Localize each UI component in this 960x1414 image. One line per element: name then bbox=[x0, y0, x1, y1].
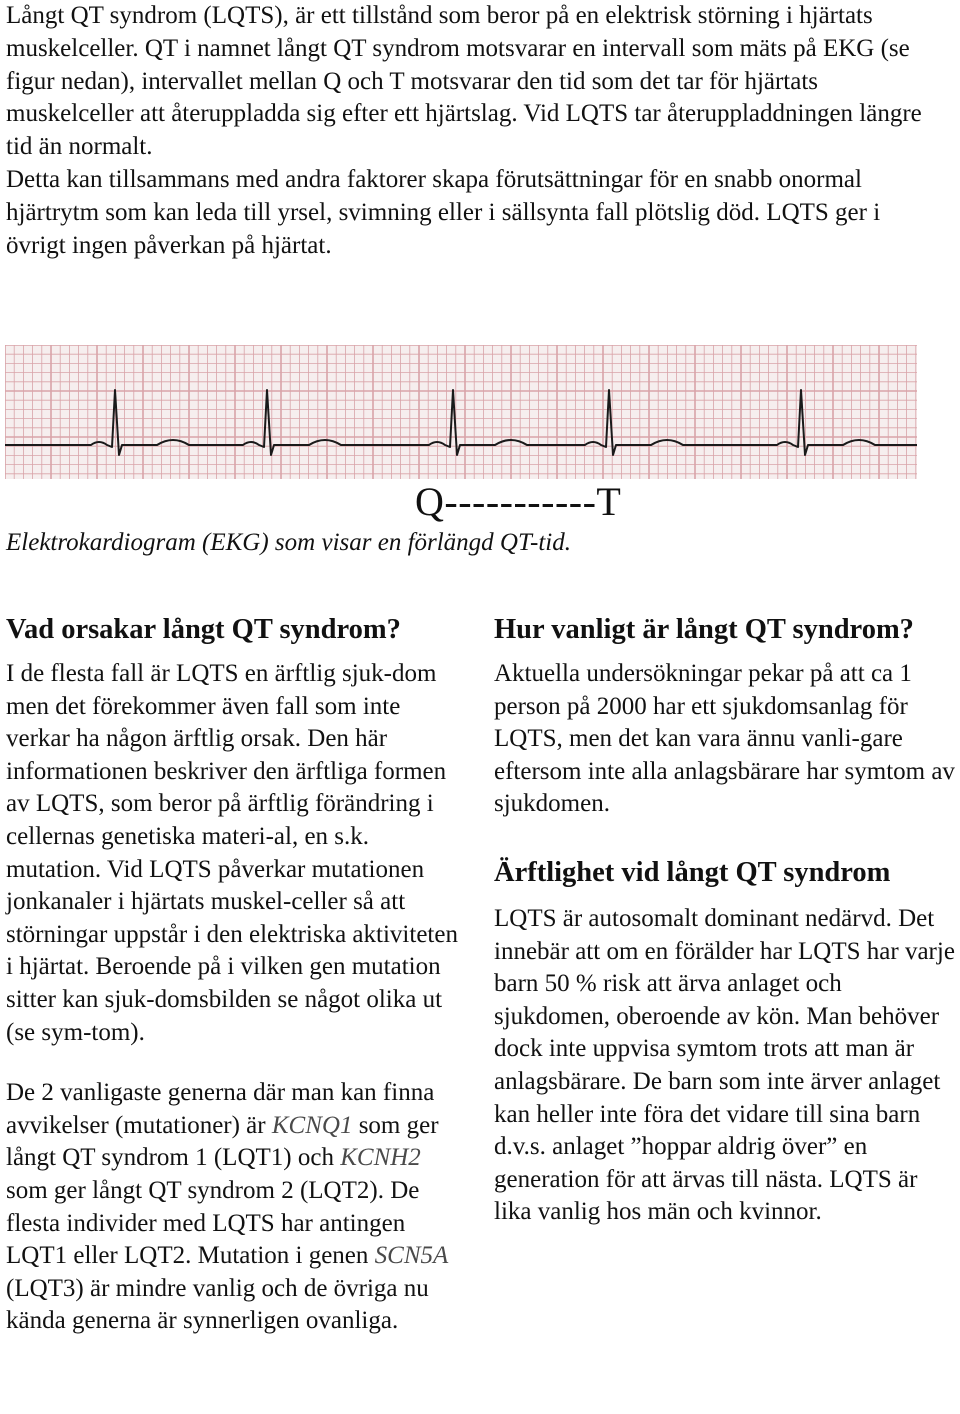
causes-paragraph-1: I de flesta fall är LQTS en ärftlig sjuk-dom men det förekommer även fall som inte verkar ha någon ärftlig orsak. Den här informationen beskriver den ärftliga formen av LQTS, som beror på ärftlig förändring i cellernas genetiska materi-al, en s.k. mutation. Vid LQTS påverkar mutationen jonkanaler i hjärtats muskel-celler så att störningar uppstår i den elektriska aktiviteten i hjärtat. Beroende på i vilken gen mutation sitter kan sjuk-domsbilden se något olika ut (se sym-tom). bbox=[6, 660, 458, 1046]
right-column bbox=[494, 610, 956, 1229]
heredity-paragraph: LQTS är autosomalt dominant nedärvd. Det innebär att om en förälder har LQTS har varje barn 50 % risk att ärva anlaget och sjukdomen, oberoende av kön. Man behöver dock inte uppvisa symtom trots att man är anlagsbärare. De barn som inte ärver anlaget kan heller inte föra det vidare till sina barn d.v.s. anlaget ”hoppar aldrig över” en generation för att ärvas till nästa. LQTS är lika vanlig hos män och kvinnor. bbox=[494, 904, 955, 1226]
gene-scn5a: SCN5A bbox=[374, 1242, 449, 1270]
heading-causes: Vad orsakar långt QT syndrom? bbox=[6, 614, 401, 645]
gene-kcnq1: KCNQ1 bbox=[271, 1111, 353, 1139]
qt-interval-label: Q-----------T bbox=[415, 479, 622, 524]
intro-paragraph-1: Långt QT syndrom (LQTS), är ett tillstånd som beror på en elektrisk störning i hjärtats muskelceller. QT i namnet långt QT syndrom motsvarar en intervall som mäts på EKG (se figur nedan), intervallet mellan Q och T motsvarar den tid som det tar för hjärtats muskelceller att återuppladda sig efter ett hjärtslag. Vid LQTS tar återuppladdningen längre tid än normalt. bbox=[6, 2, 922, 161]
causes-text-c: som ger långt QT syndrom 2 (LQT2). De flesta individer med LQTS har antingen LQT1 eller LQT2. Mutation i genen bbox=[6, 1176, 420, 1270]
ekg-strip bbox=[5, 345, 917, 479]
heading-heredity: Ärftlighet vid långt QT syndrom bbox=[494, 856, 891, 888]
intro-text bbox=[6, 0, 946, 262]
ekg-paper bbox=[5, 345, 917, 479]
causes-text-a: De 2 vanligaste generna där man kan finna avvikelser (mutationer) är bbox=[6, 1079, 435, 1139]
causes-paragraph-2 bbox=[6, 1077, 466, 1338]
figure-caption: Elektrokardiogram (EKG) som visar en förlängd QT-tid. bbox=[6, 529, 572, 556]
heading-prevalence: Hur vanligt är långt QT syndrom? bbox=[494, 614, 914, 645]
causes-text-b: som ger långt QT syndrom 1 (LQT1) och bbox=[6, 1111, 439, 1172]
left-column bbox=[6, 610, 466, 1338]
intro-paragraph-2: Detta kan tillsammans med andra faktorer skapa förutsättningar för en snabb onormal hjärtrytm som kan leda till yrsel, svimning eller i sällsynta fall plötslig död. LQTS ger i övrigt ingen påverkan på hjärtat. bbox=[6, 165, 881, 259]
prevalence-paragraph: Aktuella undersökningar pekar på att ca 1 person på 2000 har ett sjukdomsanlag för LQTS, men det kan vara ännu vanli-gare eftersom inte alla anlagsbärare har symtom av sjukdomen. bbox=[494, 660, 955, 818]
ekg-figure bbox=[5, 345, 917, 479]
causes-text-d: (LQT3) är mindre vanlig och de övriga nu kända generna är synnerligen ovanliga. bbox=[6, 1274, 429, 1335]
gene-kcnh2: KCNH2 bbox=[340, 1144, 421, 1172]
